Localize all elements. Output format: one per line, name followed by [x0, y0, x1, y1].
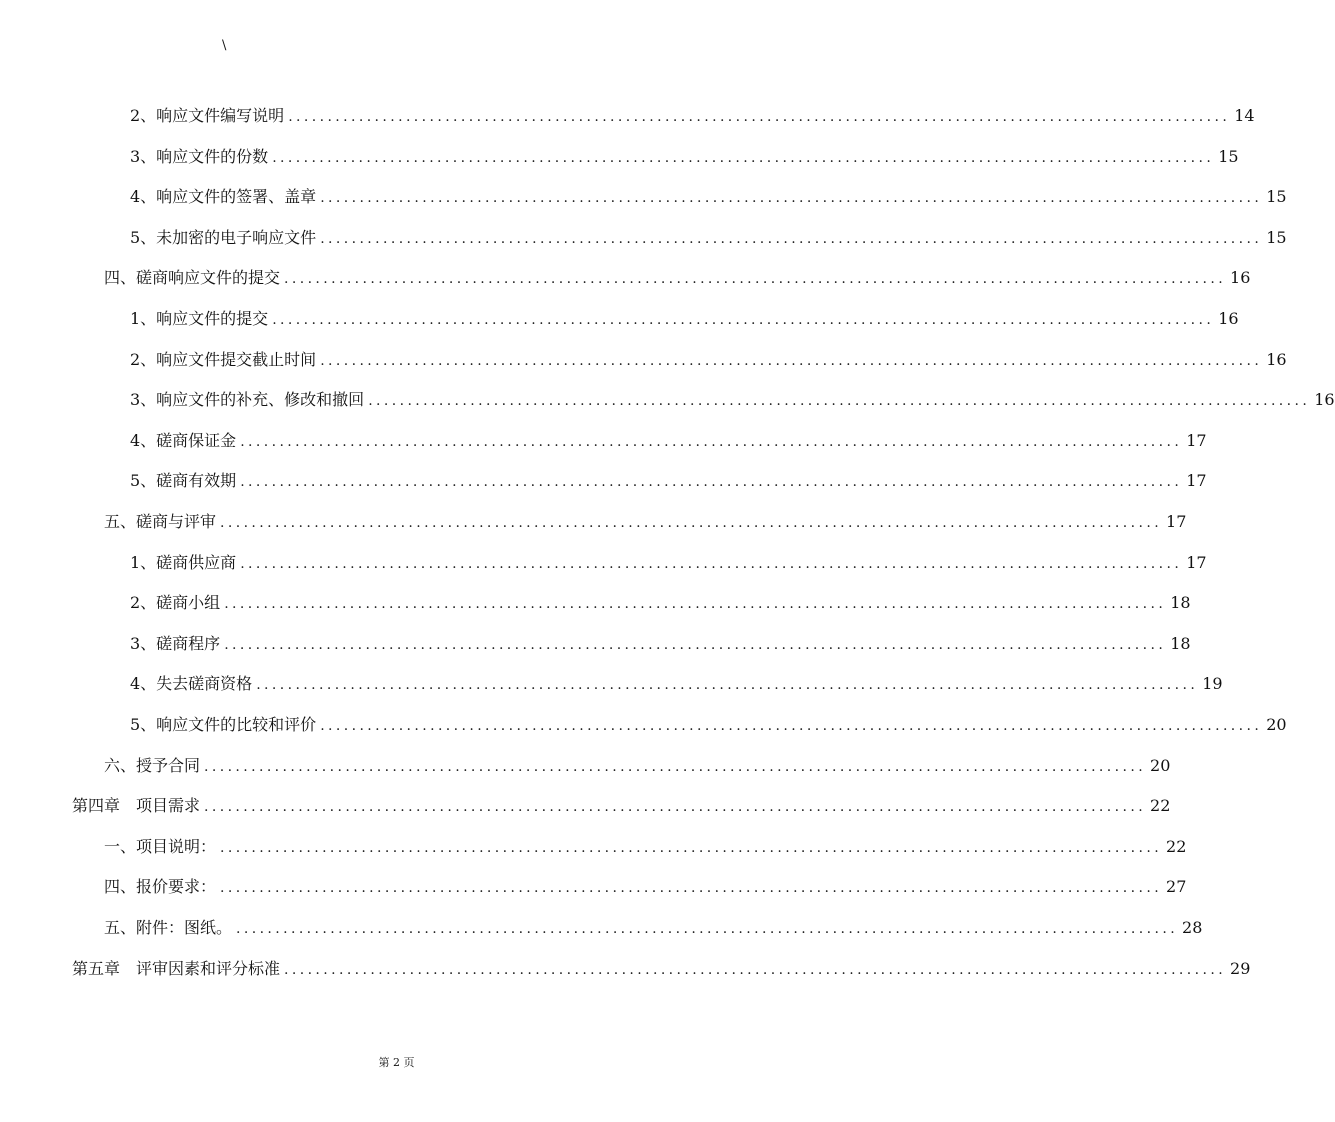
toc-dot-leader: ........................................................................................................................: [224, 637, 1167, 653]
toc-entry-page-number: 17: [1166, 512, 1187, 531]
toc-entry-page-number: 17: [1186, 431, 1207, 450]
toc-entry[interactable]: [104, 510, 1187, 534]
toc-entry-title: 4、失去磋商资格: [130, 674, 253, 693]
toc-entry-page-number: 17: [1186, 553, 1207, 572]
toc-entry-title: 4、磋商保证金: [130, 431, 237, 450]
toc-dot-leader: ........................................................................................................................: [368, 393, 1311, 409]
toc-entry-page-number: 19: [1202, 674, 1223, 693]
toc-entry-page-number: 22: [1166, 837, 1187, 856]
toc-dot-leader: ........................................................................................................................: [320, 353, 1263, 369]
toc-dot-leader: ........................................................................................................................: [220, 880, 1163, 896]
toc-dot-leader: ........................................................................................................................: [236, 921, 1179, 937]
toc-entry-page-number: 16: [1314, 390, 1335, 409]
toc-dot-leader: ........................................................................................................................: [272, 312, 1215, 328]
toc-dot-leader: ........................................................................................................................: [224, 596, 1167, 612]
toc-entry[interactable]: [130, 388, 1335, 412]
toc-entry-title: 5、未加密的电子响应文件: [130, 228, 317, 247]
stray-backslash-mark: \: [222, 38, 227, 53]
toc-entry[interactable]: [130, 104, 1255, 128]
toc-entry-page-number: 15: [1218, 147, 1239, 166]
toc-entry-page-number: 20: [1150, 756, 1171, 775]
toc-entry[interactable]: [130, 632, 1191, 656]
toc-dot-leader: ........................................................................................................................: [320, 718, 1263, 734]
toc-entry-page-number: 29: [1230, 959, 1251, 978]
toc-entry-page-number: 16: [1266, 350, 1287, 369]
toc-entry-title: 1、响应文件的提交: [130, 309, 269, 328]
toc-entry[interactable]: [130, 551, 1207, 575]
toc-entry-title: 3、响应文件的份数: [130, 147, 269, 166]
toc-entry[interactable]: [72, 957, 1251, 981]
toc-entry-page-number: 16: [1218, 309, 1239, 328]
toc-entry-title: 3、磋商程序: [130, 634, 221, 653]
toc-dot-leader: ........................................................................................................................: [320, 190, 1263, 206]
toc-entry-page-number: 28: [1182, 918, 1203, 937]
toc-entry-title: 第四章 项目需求: [72, 796, 201, 815]
toc-entry[interactable]: [130, 226, 1287, 250]
toc-entry[interactable]: [72, 794, 1171, 818]
toc-entry-page-number: 27: [1166, 877, 1187, 896]
toc-entry-title: 5、响应文件的比较和评价: [130, 715, 317, 734]
toc-entry[interactable]: [104, 916, 1203, 940]
toc-entry-title: 4、响应文件的签署、盖章: [130, 187, 317, 206]
toc-entry-title: 五、磋商与评审: [104, 512, 217, 531]
toc-entry[interactable]: [130, 145, 1239, 169]
toc-entry-title: 五、附件：图纸。: [104, 918, 233, 937]
toc-dot-leader: ........................................................................................................................: [284, 962, 1227, 978]
toc-entry[interactable]: [104, 875, 1187, 899]
toc-entry-title: 1、磋商供应商: [130, 553, 237, 572]
toc-entry[interactable]: [130, 713, 1287, 737]
toc-entry[interactable]: [104, 754, 1171, 778]
toc-dot-leader: ........................................................................................................................: [288, 109, 1231, 125]
toc-dot-leader: ........................................................................................................................: [204, 759, 1147, 775]
toc-dot-leader: ........................................................................................................................: [240, 474, 1183, 490]
toc-entry-title: 2、磋商小组: [130, 593, 221, 612]
toc-entry-title: 2、响应文件提交截止时间: [130, 350, 317, 369]
toc-entry-title: 3、响应文件的补充、修改和撤回: [130, 390, 365, 409]
toc-dot-leader: ........................................................................................................................: [320, 231, 1263, 247]
toc-entry-title: 第五章 评审因素和评分标准: [72, 959, 281, 978]
toc-entry-page-number: 15: [1266, 228, 1287, 247]
toc-entry[interactable]: [130, 185, 1287, 209]
toc-dot-leader: ........................................................................................................................: [256, 677, 1199, 693]
toc-entry-title: 六、授予合同: [104, 756, 201, 775]
toc-entry-page-number: 17: [1186, 471, 1207, 490]
toc-entry-page-number: 14: [1234, 106, 1255, 125]
toc-entry[interactable]: [130, 672, 1223, 696]
toc-entry-page-number: 15: [1266, 187, 1287, 206]
toc-dot-leader: ........................................................................................................................: [240, 556, 1183, 572]
toc-entry-title: 2、响应文件编写说明: [130, 106, 285, 125]
toc-entry-title: 5、磋商有效期: [130, 471, 237, 490]
toc-entry-page-number: 20: [1266, 715, 1287, 734]
toc-entry[interactable]: [130, 469, 1207, 493]
toc-entry-page-number: 18: [1170, 593, 1191, 612]
toc-dot-leader: ........................................................................................................................: [220, 515, 1163, 531]
toc-entry[interactable]: [130, 429, 1207, 453]
toc-entry[interactable]: [104, 835, 1187, 859]
toc-entry[interactable]: [104, 266, 1251, 290]
toc-entry-title: 四、磋商响应文件的提交: [104, 268, 281, 287]
toc-entry-page-number: 16: [1230, 268, 1251, 287]
toc-dot-leader: ........................................................................................................................: [272, 150, 1215, 166]
toc-dot-leader: ........................................................................................................................: [284, 271, 1227, 287]
toc-dot-leader: ........................................................................................................................: [240, 434, 1183, 450]
toc-entry[interactable]: [130, 307, 1239, 331]
page-footer: 第 2 页: [378, 1056, 415, 1069]
toc-entry[interactable]: [130, 348, 1287, 372]
toc-entry[interactable]: [130, 591, 1191, 615]
toc-entry-title: 四、报价要求：: [104, 877, 217, 896]
toc-entry-page-number: 18: [1170, 634, 1191, 653]
toc-dot-leader: ........................................................................................................................: [220, 840, 1163, 856]
toc-entry-page-number: 22: [1150, 796, 1171, 815]
toc-dot-leader: ........................................................................................................................: [204, 799, 1147, 815]
toc-entry-title: 一、项目说明：: [104, 837, 217, 856]
